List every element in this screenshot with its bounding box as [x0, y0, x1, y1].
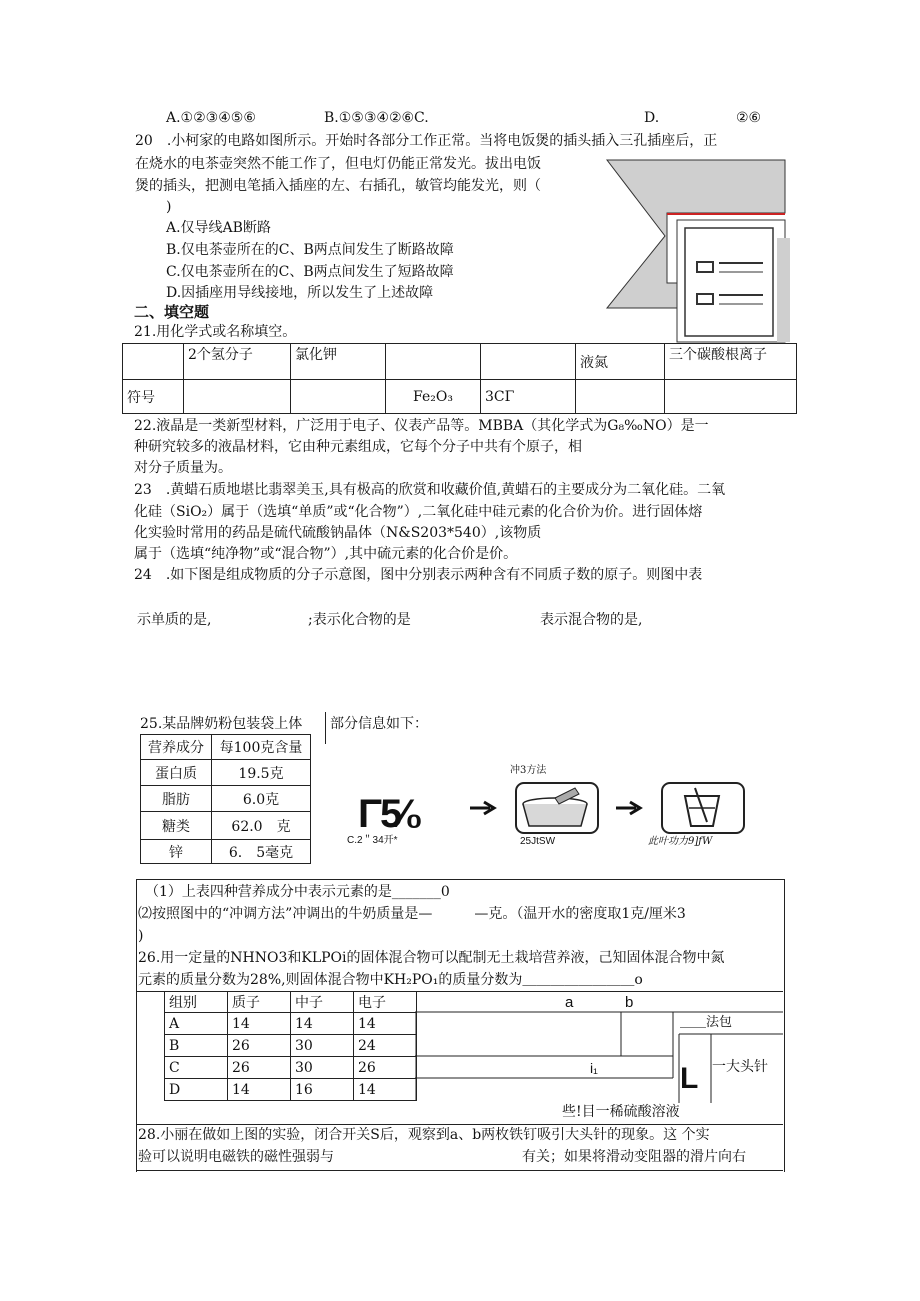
- q20-line2: 在烧水的电茶壶突然不能工作了，但电灯仍能正常发光。拔出电饭: [135, 156, 541, 172]
- q20-option: C.仅电茶壶所在的C、B两点间发生了短路故障: [166, 264, 454, 280]
- arrow-icon: [614, 800, 648, 816]
- table-cell: 26: [354, 1057, 417, 1079]
- label-acid: 些!目一稀硫酸溶液: [562, 1104, 680, 1120]
- table-cell: 锌: [141, 840, 212, 864]
- table-cell: 6.0克: [212, 786, 311, 812]
- table-header: 营养成分: [141, 735, 212, 760]
- table-cell: 氯化钾: [291, 344, 386, 380]
- table-cell: 蛋白质: [141, 760, 212, 786]
- table-cell: 19.5克: [212, 760, 311, 786]
- table-row: [165, 1057, 417, 1079]
- table-cell: 26: [228, 1035, 291, 1057]
- q19-option-d-value: ②⑥: [736, 110, 762, 126]
- cup-stir-icon: [661, 782, 745, 834]
- fig-caption: 此叶功力9]ƒW: [648, 836, 713, 847]
- table-cell: [386, 344, 481, 380]
- q20-option: A.仅导线AB断路: [166, 220, 271, 236]
- table-cell: 14: [291, 1013, 354, 1035]
- table-cell: 26: [228, 1057, 291, 1079]
- q24-blank2: ;表示化合物的是: [308, 612, 411, 628]
- table-cell: [291, 380, 386, 414]
- box-line5: 元素的质量分数为28%,则固体混合物中KH₂PO₁的质量分数为＿＿＿＿＿＿＿＿o: [138, 972, 643, 988]
- table-cell: 62.0 克: [212, 812, 311, 840]
- q24-blank1: 示单质的是,: [137, 612, 212, 628]
- table-cell: 2个氢分子: [184, 344, 291, 380]
- q23-line1: 23 .黄蜡石质地堪比翡翠美玉,具有极高的欣赏和收藏价值,黄蜡石的主要成分为二氧化硅。二氧: [134, 482, 726, 498]
- q20-line4: ): [166, 199, 172, 215]
- q22-line1: 22.液晶是一类新型材料，广泛用于电子、仪表产品等。MBBA（其化学式为G₈‰NO）是一: [134, 418, 709, 434]
- table-row: [123, 380, 797, 414]
- table-row: [141, 840, 311, 864]
- section-heading: 二、填空题: [134, 303, 210, 321]
- fig-title: 冲3方法: [510, 765, 547, 776]
- q25-intro-2: 部分信息如下：: [330, 716, 428, 732]
- table-cell: 符号: [123, 380, 184, 414]
- label-a: a: [565, 994, 574, 1011]
- table-cell: 14: [354, 1079, 417, 1101]
- table-cell: 三个碳酸根离子: [665, 344, 797, 380]
- q24-line1: 24 .如下图是组成物质的分子示意图，图中分别表示两种含有不同质子数的原子。则图中表: [134, 567, 703, 583]
- circuit-figure: [605, 158, 790, 343]
- table-cell: 6. 5毫克: [212, 840, 311, 864]
- divider: [325, 712, 326, 744]
- label-b: b: [625, 994, 634, 1011]
- label-L: L: [680, 1062, 699, 1095]
- table-cell: 30: [291, 1057, 354, 1079]
- table-row: [141, 760, 311, 786]
- q20-line3: 煲的插头，把测电笔插入插座的左、右插孔，敏管均能发光，则（: [135, 178, 541, 194]
- table-cell: 30: [291, 1035, 354, 1057]
- table-row: [141, 735, 311, 760]
- table-row: [141, 786, 311, 812]
- table-cell: C: [165, 1057, 228, 1079]
- table-row: [165, 1079, 417, 1101]
- q21-table: [122, 343, 797, 414]
- table-cell: 脂肪: [141, 786, 212, 812]
- table-cell: 糖类: [141, 812, 212, 840]
- table-cell: 液氮: [576, 344, 665, 380]
- q28-line2a: 验可以说明电磁铁的磁性强弱与: [138, 1149, 334, 1165]
- q22-line2: 种研究较多的液晶材料，它由种元素组成，它每个分子中共有个原子，相: [134, 439, 582, 455]
- q20-line1: 20 .小柯家的电路如图所示。开始时各部分工作正常。当将电饭煲的插头插入三孔插座后，正: [135, 133, 718, 149]
- box-line4: 26.用一定量的NHNO3和KLPOi的固体混合物可以配制无土栽培营养液，己知固体混合物中氮: [138, 950, 725, 966]
- q21-intro: 21.用化学式或名称填空。: [134, 324, 297, 340]
- q23-line4: 属于（选填“纯净物”或“混合物”）,其中硫元素的化合价是价。: [134, 546, 518, 562]
- table-row: [123, 344, 797, 380]
- table-cell: 24: [354, 1035, 417, 1057]
- q25-intro: 25.某品牌奶粉包装袋上体: [140, 716, 303, 732]
- q24-blank3: 表示混合物的是,: [540, 612, 643, 628]
- table-row: [165, 1013, 417, 1035]
- table-header: 组别: [165, 992, 228, 1013]
- table-cell: 14: [228, 1013, 291, 1035]
- fig-caption: C.2＂34开*: [347, 835, 398, 846]
- table-header: 每100克含量: [212, 735, 311, 760]
- table-cell: D: [165, 1079, 228, 1101]
- nutrition-table: [140, 734, 311, 864]
- table-cell: 14: [228, 1079, 291, 1101]
- table-cell: [123, 344, 184, 380]
- milk-bowl-icon: [515, 782, 599, 834]
- table-cell: 16: [291, 1079, 354, 1101]
- label-pin: 一大头针: [712, 1059, 768, 1075]
- table-row: [141, 812, 311, 840]
- q19-option-d: D.: [644, 110, 660, 126]
- divider: [136, 1124, 783, 1125]
- divider: [136, 1170, 783, 1171]
- table-cell: 3CΓ: [481, 380, 576, 414]
- table-cell: 14: [354, 1013, 417, 1035]
- table-row: [165, 1035, 417, 1057]
- table-header: 质子: [228, 992, 291, 1013]
- fig-big-glyph: Γ5⁄₀: [358, 792, 421, 836]
- table-cell: [481, 344, 576, 380]
- fig-caption: 25JtSW: [520, 836, 556, 847]
- q28-line2b: 有关；如果将滑动变阻器的滑片向右: [522, 1149, 746, 1165]
- label-fa: ＿＿法包: [680, 1015, 733, 1030]
- arrow-icon: [468, 800, 502, 816]
- box-line3: ): [138, 928, 144, 944]
- table-cell: [576, 380, 665, 414]
- box-line1: （1）上表四种营养成分中表示元素的是_______0: [145, 884, 450, 900]
- q23-line3: 化实验时常用的药品是硫代硫酸钠晶体（N&S203*540）,该物质: [134, 525, 542, 541]
- particles-table: [164, 991, 417, 1101]
- q20-option: B.仅电茶壶所在的C、B两点间发生了断路故障: [166, 242, 454, 258]
- table-row: [165, 992, 417, 1013]
- q19-option-b: B.①⑤③④②⑥C.: [324, 110, 429, 126]
- electromagnet-diagram: [415, 991, 783, 1111]
- q19-option-a: A.①②③④⑤⑥: [166, 110, 256, 126]
- table-cell: Fe₂O₃: [386, 380, 481, 414]
- label-i: i₁: [590, 1060, 598, 1076]
- table-cell: B: [165, 1035, 228, 1057]
- q28-line1: 28.小丽在做如上图的实验，闭合开关S后，观察到a、b两枚铁钉吸引大头针的现象。这 个实: [138, 1127, 710, 1143]
- table-header: 中子: [291, 992, 354, 1013]
- box-line2: ⑵按照图中的“冲调方法”冲调出的牛奶质量是— —克。（温开水的密度取1克/厘米3: [138, 906, 686, 922]
- table-cell: A: [165, 1013, 228, 1035]
- q22-line3: 对分子质量为。: [134, 460, 232, 476]
- table-header: 电子: [354, 992, 417, 1013]
- q20-option: D.因插座用导线接地，所以发生了上述故障: [166, 285, 434, 301]
- table-cell: [665, 380, 797, 414]
- q23-line2: 化硅（SiO₂）属于（选填“单质”或“化合物”）,二氧化硅中硅元素的化合价为价。进行固体熔: [134, 504, 703, 520]
- table-cell: [184, 380, 291, 414]
